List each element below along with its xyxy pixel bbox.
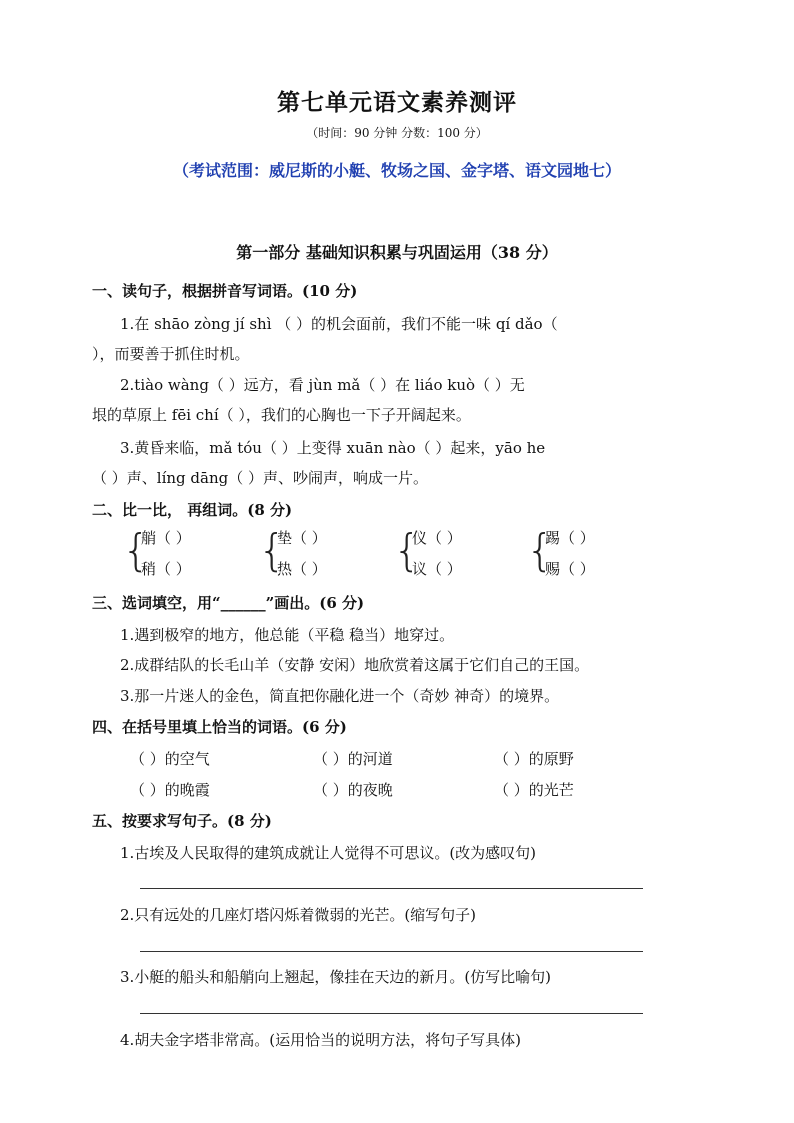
q4-blank: （ ）的原野	[494, 750, 574, 768]
q2-word-1a: 艄（ ）	[141, 529, 191, 547]
q3-line-1: 1.遇到极窄的地方，他总能（平稳 稳当）地穿过。	[120, 626, 455, 644]
answer-line[interactable]	[140, 1013, 643, 1014]
q2-group-3	[412, 523, 462, 585]
page-title: 第七单元语文素养测评	[277, 89, 517, 116]
q5-item-1: 1.古埃及人民取得的建筑成就让人觉得不可思议。(改为感叹句)	[120, 844, 537, 862]
answer-line[interactable]	[140, 951, 643, 952]
q2-title: 二、比一比， 再组词。(8 分)	[92, 501, 293, 519]
q2-word-3a: 仪（ ）	[412, 529, 462, 547]
q2-word-4a: 踢（ ）	[545, 529, 595, 547]
q4-blank: （ ）的晚霞	[130, 781, 210, 799]
q2-group-1	[141, 523, 191, 585]
q4-blank: （ ）的河道	[313, 750, 393, 768]
q2-word-2b: 热（ ）	[277, 560, 327, 578]
q2-group-2	[277, 523, 327, 585]
q1-line-2: ），而要善于抓住时机。	[92, 345, 250, 363]
q5-item-3: 3.小艇的船头和船艄向上翘起，像挂在天边的新月。(仿写比喻句)	[120, 968, 552, 986]
q1-line-5: 3.黄昏来临，mǎ tóu（ ）上变得 xuān nào（ ）起来，yāo he	[120, 439, 546, 457]
q3-line-2: 2.成群结队的长毛山羊（安静 安闲）地欣赏着这属于它们自己的王国。	[120, 656, 590, 674]
q2-word-2a: 垫（ ）	[277, 529, 327, 547]
q2-word-1b: 稍（ ）	[141, 560, 191, 578]
q1-line-3: 2.tiào wàng（ ）远方，看 jùn mǎ（ ）在 liáo kuò（ ）无	[120, 376, 525, 394]
brace-icon: {	[393, 525, 421, 576]
q5-title: 五、按要求写句子。(8 分)	[92, 812, 272, 830]
q1-title: 一、读句子，根据拼音写词语。(10 分)	[92, 282, 358, 300]
exam-scope: （考试范围：威尼斯的小艇、牧场之国、金字塔、语文园地七）	[172, 161, 621, 180]
q2-group-4	[545, 523, 595, 585]
q4-blank: （ ）的夜晚	[313, 781, 393, 799]
brace-icon: {	[122, 525, 150, 576]
q3-title: 三、选词填空，用“______”画出。(6 分)	[92, 594, 365, 612]
q1-line-6: （ ）声、líng dāng（ ）声、吵闹声，响成一片。	[92, 469, 428, 487]
answer-line[interactable]	[140, 888, 643, 889]
q5-item-4: 4.胡夫金字塔非常高。(运用恰当的说明方法，将句子写具体)	[120, 1031, 522, 1049]
q1-line-4: 垠的草原上 fēi chí（ ），我们的心胸也一下子开阔起来。	[92, 406, 471, 424]
part-one-title: 第一部分 基础知识积累与巩固运用（38 分）	[236, 243, 558, 262]
q3-line-3: 3.那一片迷人的金色，简直把你融化进一个（奇妙 神奇）的境界。	[120, 687, 560, 705]
brace-icon: {	[526, 525, 554, 576]
q1-line-1: 1.在 shāo zòng jí shì （ ）的机会面前，我们不能一味 qí dǎo（	[120, 315, 558, 333]
q4-title: 四、在括号里填上恰当的词语。(6 分)	[92, 718, 347, 736]
q4-blank: （ ）的光芒	[494, 781, 574, 799]
exam-meta: （时间：90 分钟 分数：100 分）	[306, 126, 488, 140]
brace-icon: {	[258, 525, 286, 576]
q5-item-2: 2.只有远处的几座灯塔闪烁着微弱的光芒。(缩写句子)	[120, 906, 477, 924]
q2-word-3b: 议（ ）	[412, 560, 462, 578]
q2-word-4b: 赐（ ）	[545, 560, 595, 578]
q4-blank: （ ）的空气	[130, 750, 210, 768]
